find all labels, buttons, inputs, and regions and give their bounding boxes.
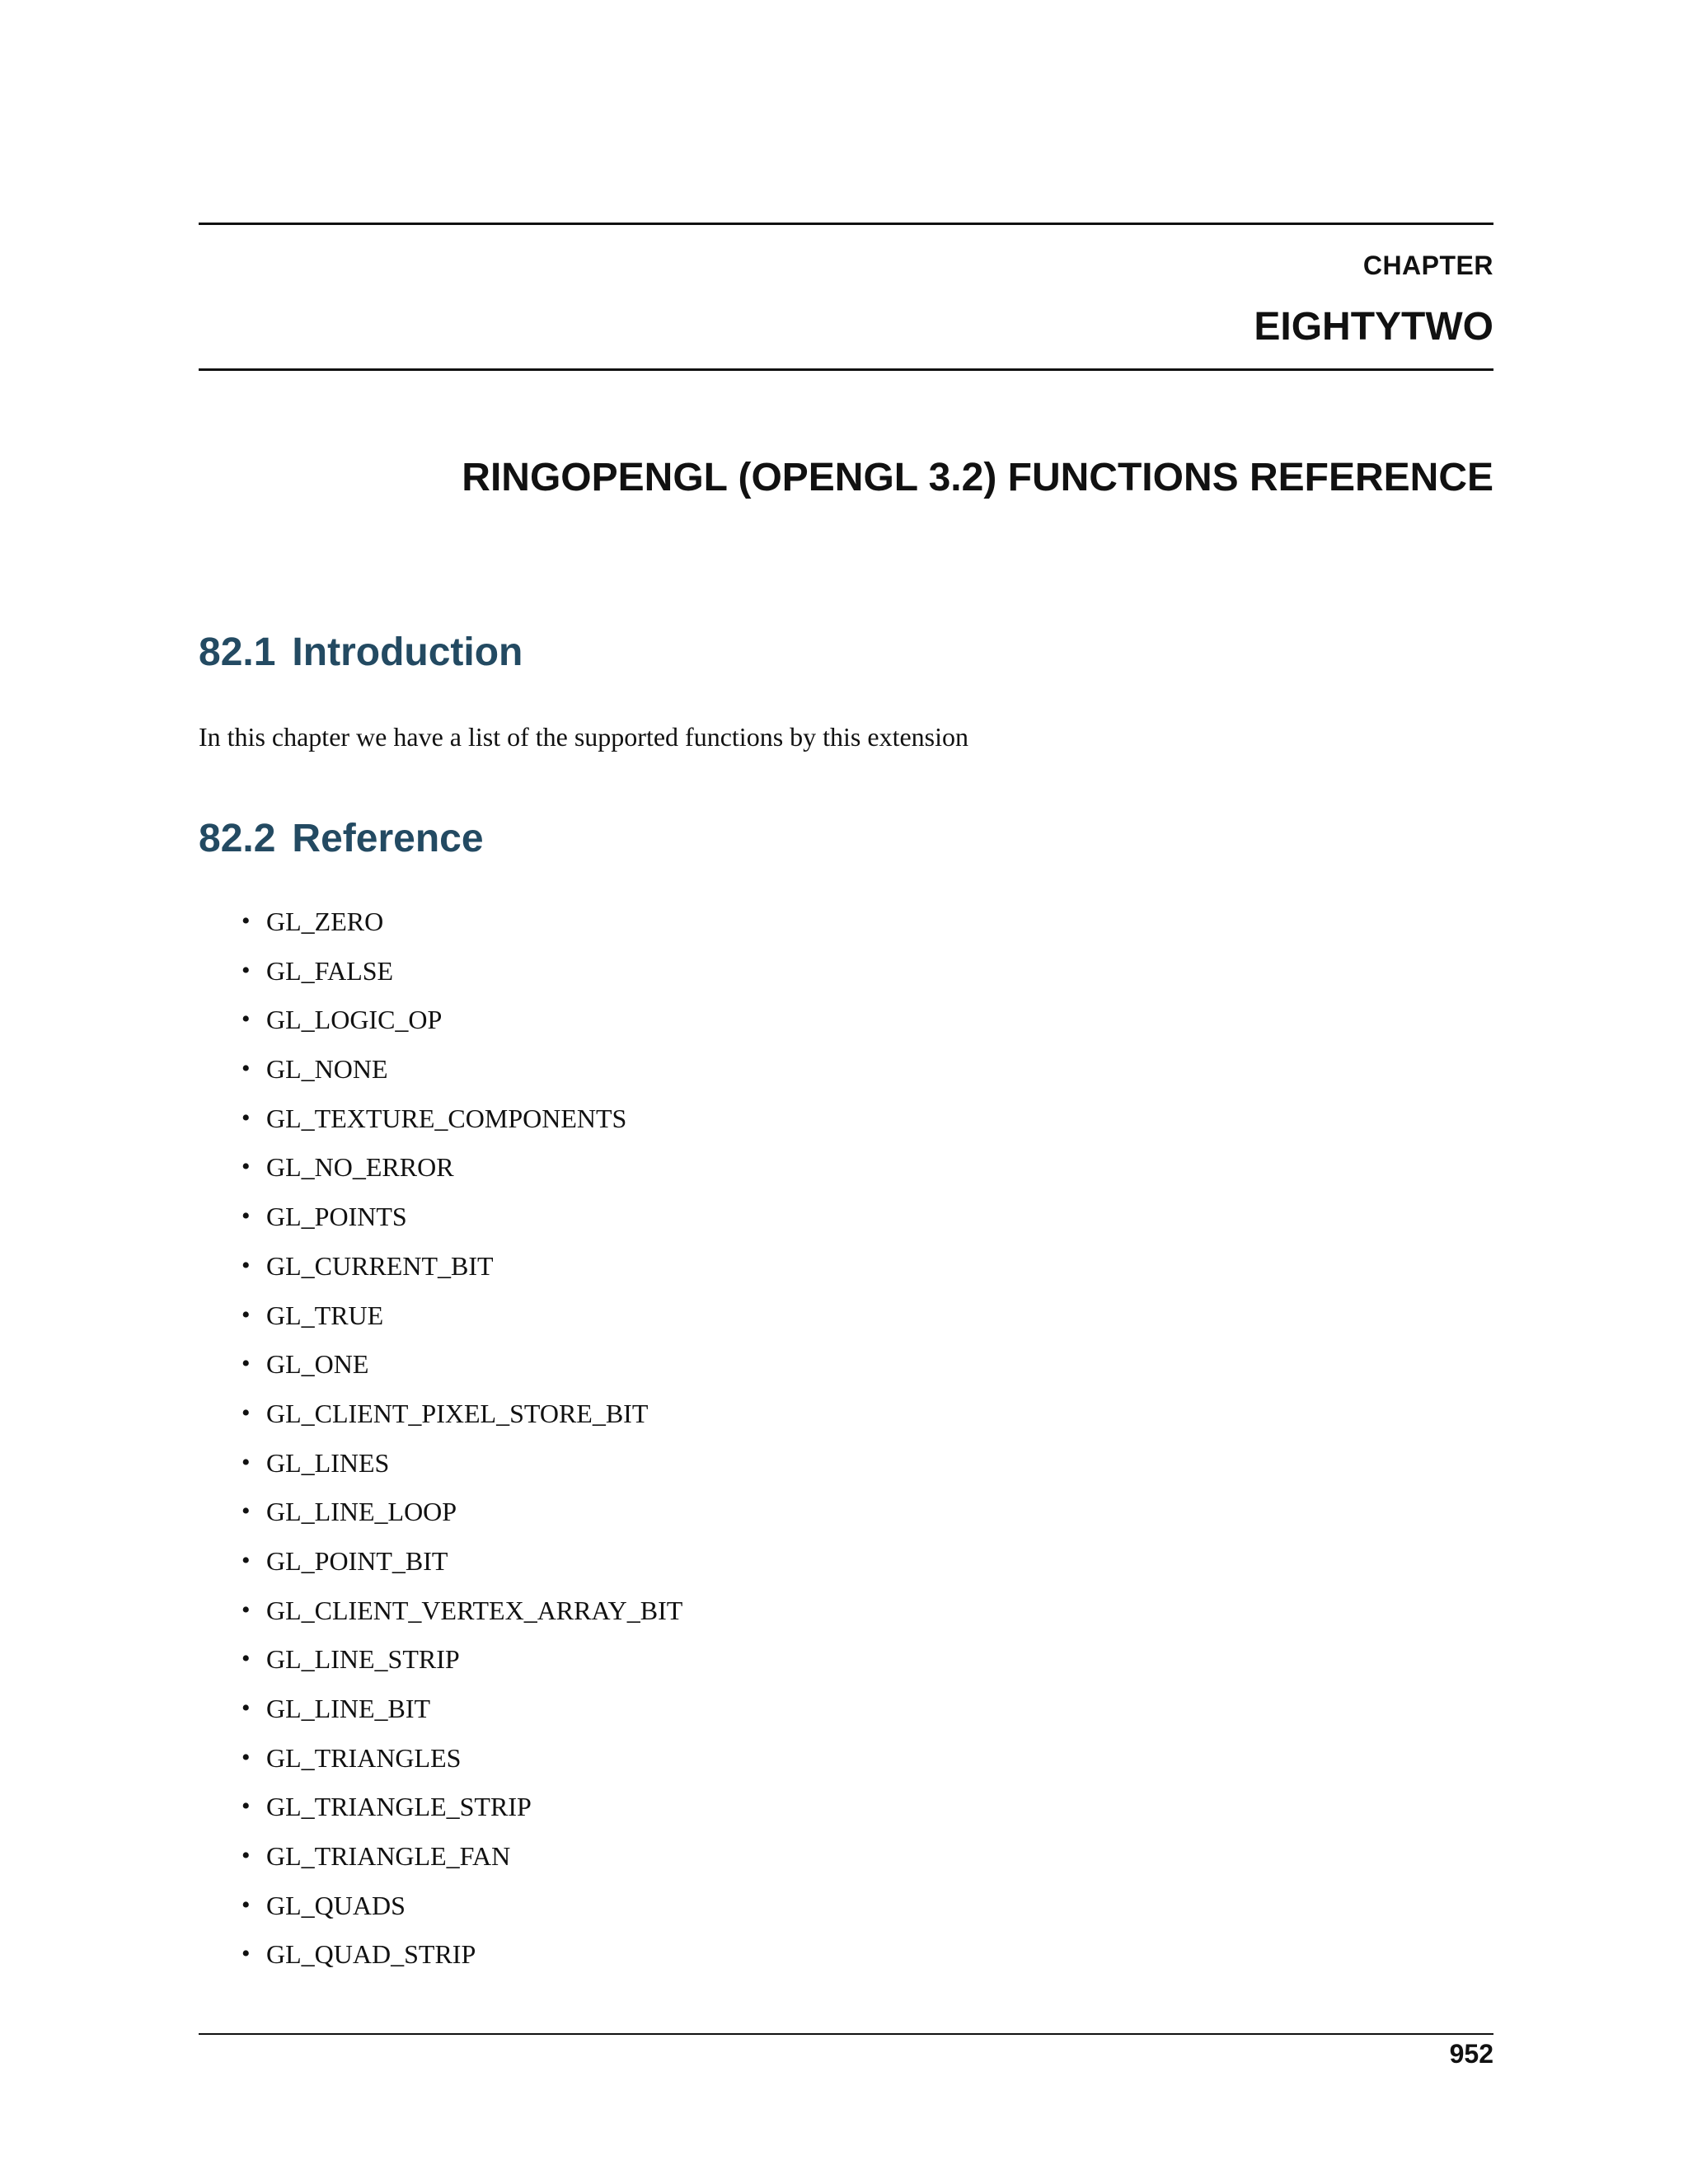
bullet-icon: • [241,1251,251,1279]
list-item [199,1347,682,1397]
list-item-label: GL_LINE_LOOP [266,1497,457,1527]
bullet-icon: • [241,1448,251,1476]
bullet-icon: • [241,956,251,984]
bullet-icon: • [241,1546,251,1574]
list-item [199,1052,682,1102]
header-top-rule [199,223,1493,225]
bullet-icon: • [241,1596,251,1624]
list-item-label: GL_TEXTURE_COMPONENTS [266,1103,627,1133]
bullet-icon: • [241,1940,251,1968]
intro-paragraph: In this chapter we have a list of the supported functions by this extension [199,722,969,752]
list-item-label: GL_CLIENT_PIXEL_STORE_BIT [266,1398,649,1428]
bullet-icon: • [241,1055,251,1083]
list-item [199,1397,682,1446]
list-item [199,954,682,1004]
list-item-label: GL_POINT_BIT [266,1545,448,1576]
list-item-label: GL_QUADS [266,1890,406,1920]
bullet-icon: • [241,1743,251,1771]
header-bottom-rule [199,368,1493,371]
list-item [199,1151,682,1200]
bullet-icon: • [241,1399,251,1427]
chapter-label: CHAPTER [1362,251,1493,280]
list-item-label: GL_CURRENT_BIT [266,1250,494,1281]
list-item [199,1594,682,1643]
list-item-label: GL_ONE [266,1349,369,1380]
bullet-icon: • [241,1891,251,1919]
bullet-icon: • [241,1842,251,1870]
section-title: Reference [292,817,484,860]
list-item [199,1446,682,1496]
bullet-icon: • [241,1645,251,1673]
list-item-label: GL_TRIANGLE_STRIP [266,1792,532,1822]
bullet-icon: • [241,1005,251,1033]
list-item [199,1200,682,1249]
section-heading-reference [199,814,484,864]
list-item [199,1741,682,1791]
bullet-icon: • [241,1301,251,1329]
list-item-label: GL_TRIANGLES [266,1742,462,1773]
bullet-icon: • [241,1793,251,1821]
list-item [199,1544,682,1594]
list-item [199,1692,682,1741]
chapter-title: RINGOPENGL (OPENGL 3.2) FUNCTIONS REFERENCE [462,456,1493,499]
list-item [199,1790,682,1840]
list-item [199,1495,682,1544]
page-number: 952 [1449,2039,1493,2069]
list-item-label: GL_LINE_STRIP [266,1644,460,1675]
list-item [199,1003,682,1052]
list-item-label: GL_FALSE [266,955,394,986]
list-item-label: GL_NO_ERROR [266,1152,454,1183]
bullet-icon: • [241,1350,251,1378]
list-item [199,1643,682,1692]
footer-rule [199,2033,1493,2035]
list-item-label: GL_ZERO [266,907,384,936]
bullet-icon: • [241,1694,251,1722]
section-number: 82.2 [199,817,276,860]
list-item-label: GL_POINTS [266,1202,407,1232]
section-title: Introduction [292,630,523,674]
list-item-label: GL_NONE [266,1054,388,1085]
list-item-label: GL_QUAD_STRIP [266,1939,476,1970]
list-item [199,905,682,954]
list-item [199,1840,682,1889]
bullet-icon: • [241,907,251,935]
list-item-label: GL_LINES [266,1447,390,1478]
list-item [199,1102,682,1151]
section-number: 82.1 [199,630,276,674]
list-item-label: GL_TRIANGLE_FAN [266,1841,511,1872]
list-item-label: GL_LINE_BIT [266,1694,431,1723]
chapter-number: EIGHTYTWO [1254,305,1493,349]
list-item [199,1938,682,1987]
bullet-icon: • [241,1202,251,1230]
list-item [199,1889,682,1938]
bullet-icon: • [241,1497,251,1526]
reference-list [199,905,682,1987]
bullet-icon: • [241,1104,251,1132]
list-item-label: GL_LOGIC_OP [266,1005,443,1035]
list-item [199,1299,682,1348]
list-item-label: GL_CLIENT_VERTEX_ARRAY_BIT [266,1595,683,1625]
section-heading-introduction [199,628,523,677]
list-item-label: GL_TRUE [266,1300,384,1330]
bullet-icon: • [241,1153,251,1181]
list-item [199,1249,682,1299]
document-page [199,0,1493,2184]
